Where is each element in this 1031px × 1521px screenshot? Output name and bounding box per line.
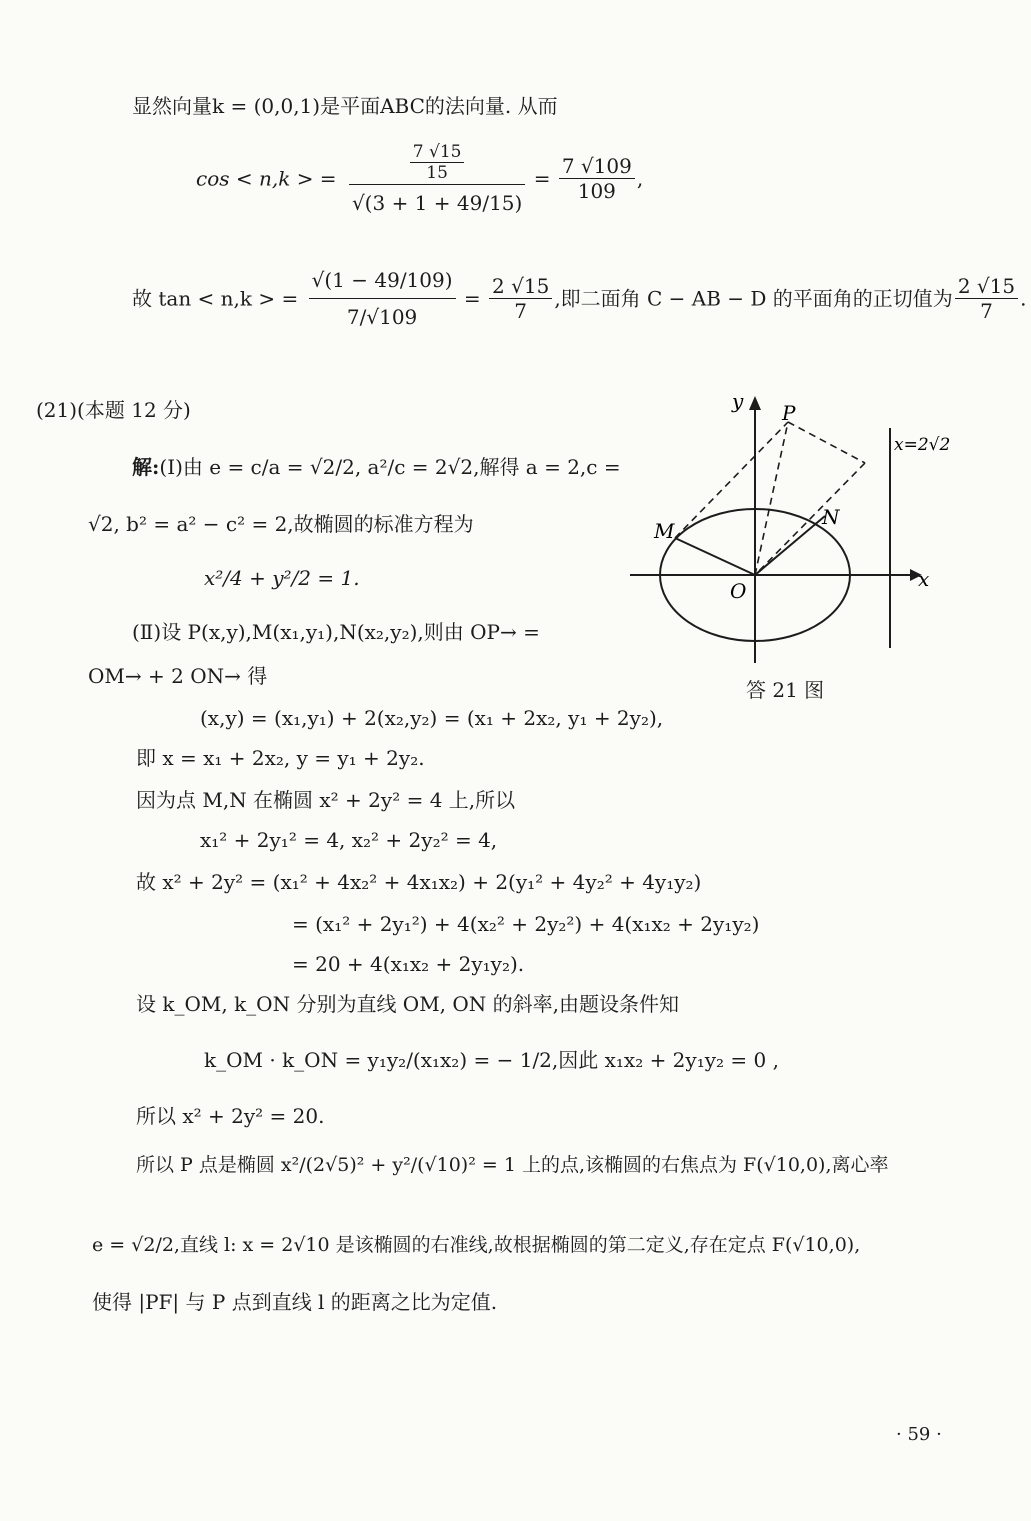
eq-expand-2: = (x₁² + 2y₁²) + 4(x₂² + 2y₂²) + 4(x₁x₂ + 2y₁y₂) [292, 912, 760, 936]
label-n: N [822, 505, 840, 529]
text-slopes: 设 k_OM, k_ON 分别为直线 OM, ON 的斜率,由题设条件知 [136, 992, 679, 1016]
ellipse-equation: x²/4 + y²/2 = 1. [204, 566, 360, 590]
segment-om [675, 538, 755, 575]
dashed-pq [788, 422, 865, 463]
eq-slope-product: k_OM · k_ON = y₁y₂/(x₁x₂) = − 1/2,因此 x₁x₂ + 2y₁y₂ = 0 , [204, 1048, 779, 1072]
label-o: O [730, 579, 747, 603]
label-m: M [654, 519, 675, 543]
figure-caption: 答 21 图 [746, 678, 825, 702]
cos-big-fraction: $\frac{\frac{7 √15}{15}}{√(3 + 1 + 49/15)}$ [349, 142, 525, 215]
solution-part-1-b: √2, b² = a² − c² = 2,故椭圆的标准方程为 [88, 512, 474, 536]
text-conclusion: 使得 |PF| 与 P 点到直线 l 的距离之比为定值. [92, 1290, 498, 1314]
text-line-1: 显然向量k = (0,0,1)是平面ABC的法向量. 从而 [132, 94, 558, 118]
eq-components: 即 x = x₁ + 2x₂, y = y₁ + 2y₂. [136, 746, 425, 770]
dashed-qo [755, 463, 865, 575]
text-p-on-ellipse: 所以 P 点是椭圆 x²/(2√5)² + y²/(√10)² = 1 上的点,该椭圆的右焦点为 F(√10,0),离心率 [136, 1154, 889, 1176]
solution-part-2-a: (Ⅱ)设 P(x,y),M(x₁,y₁),N(x₂,y₂),则由 OP→ = [132, 620, 540, 644]
eq-vector-sum: (x,y) = (x₁,y₁) + 2(x₂,y₂) = (x₁ + 2x₂, y₁ + 2y₂), [200, 706, 664, 730]
text-directrix: e = √2/2,直线 l: x = 2√10 是该椭圆的右准线,故根据椭圆的第二定义,存在定点 F(√10,0), [92, 1234, 861, 1256]
eq-expand-3: = 20 + 4(x₁x₂ + 2y₁y₂). [292, 952, 525, 976]
solution-part-1-a: 解:(Ⅰ)由 e = c/a = √2/2, a²/c = 2√2,解得 a = 2,c = [132, 455, 621, 479]
solution-part-2-b: OM→ + 2 ON→ 得 [88, 664, 268, 688]
eq-result-20: 所以 x² + 2y² = 20. [136, 1104, 325, 1128]
page-number: · 59 · [896, 1424, 942, 1445]
figure-21 [620, 388, 960, 698]
label-directrix: x=2√2 [894, 435, 951, 455]
dashed-mp [675, 422, 788, 538]
eq-expand-1: 故 x² + 2y² = (x₁² + 4x₂² + 4x₁x₂) + 2(y₁² + 4y₂² + 4y₁y₂) [136, 870, 702, 894]
y-axis-arrow [749, 396, 761, 410]
tan-equation: 故 tan < n,k > = $\frac{√(1 - 49/109)}{7/√109}$ = $\frac{2 √15}{7}$ ,即二面角 C − AB − D 的平面角的正切值为 $\frac{2 √15}{7}$ . [132, 268, 1027, 329]
label-x: x [918, 567, 930, 591]
label-y: y [732, 389, 744, 413]
eq-mn-on-ellipse: x₁² + 2y₁² = 4, x₂² + 2y₂² = 4, [200, 828, 498, 852]
text-on-ellipse: 因为点 M,N 在椭圆 x² + 2y² = 4 上,所以 [136, 788, 516, 812]
cos-equation: cos < n,k > = $\frac{\frac{7 √15}{15}}{√(3 + 1 + 49/15)}$ = $\frac{7 √109}{109}$ , [196, 142, 644, 215]
question-21-header: (21)(本题 12 分) [36, 398, 191, 422]
label-p: P [782, 401, 796, 425]
